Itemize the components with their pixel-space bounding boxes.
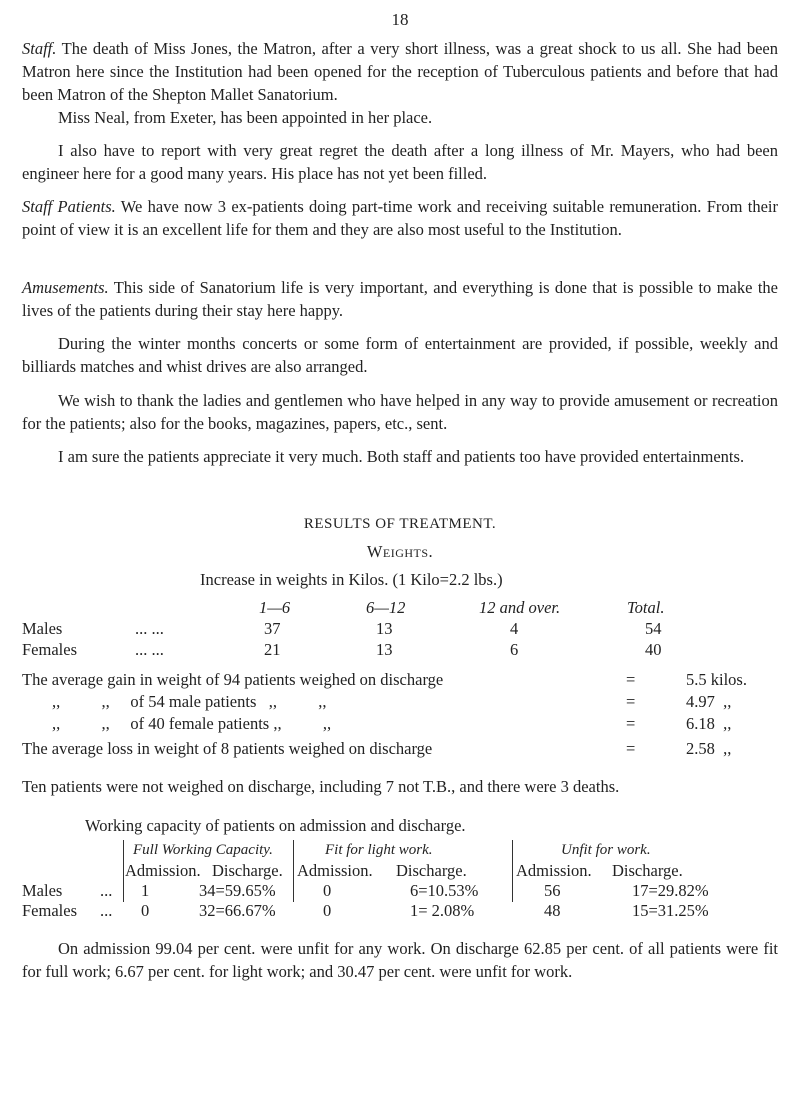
cell-males-total: 54 [645,619,662,638]
group-unfit: Unfit for work. [561,842,651,858]
average-line-4: The average loss in weight of 8 patients weighed on discharge [22,739,433,758]
wc-males-full-admission: 1 [141,881,150,900]
average-line-1: The average gain in weight of 94 patients weighed on discharge [22,670,444,689]
cell-females-1-6: 21 [264,640,281,659]
row-dots-males: ... ... [135,619,164,638]
wc-males-light-discharge: 6=10.53% [410,881,479,900]
divider-3 [512,840,513,902]
not-weighed-note: Ten patients were not weighed on discharge, including 7 not T.B., and there were 3 deaths. [22,777,620,796]
wc-males-light-admission: 0 [323,881,332,900]
wc-females-light-admission: 0 [323,901,332,920]
subhead-unfit-discharge: Discharge. [612,861,683,880]
cell-males-6-12: 13 [376,619,393,638]
amusements-paragraph-4: I am sure the patients appreciate it very much. Both staff and patients too have provided entertainments. [58,447,745,466]
average-value-1: 5.5 kilos. [686,670,747,689]
working-capacity-summary: On admission 99.04 per cent. were unfit for any work. On discharge 62.85 per cent. of all patients were fit for full work; 6.67 per cent. for light work; and 30.47 per cent. were unfit for work. [22,939,778,981]
subhead-full-discharge: Discharge. [212,861,283,880]
staff-patients-text: We have now 3 ex-patients doing part-time work and receiving suitable remuneration. From their point of view it is an excellent life for them and they are also most useful to the Institution. [22,197,778,239]
average-eq-2: = [626,692,636,711]
wc-females-full-admission: 0 [141,901,150,920]
cell-males-12-over: 4 [510,619,519,638]
amusements-paragraph-3: We wish to thank the ladies and gentlemen who have helped in any way to provide amusement or recreation for the patients; also for the books, magazines, papers, etc., sent. [22,391,778,433]
wc-females-full-discharge: 32=66.67% [199,901,276,920]
col-12-and-over: 12 and over. [479,598,561,617]
amusements-heading: Amusements. [22,278,109,297]
row-label-males: Males [22,619,63,638]
group-full-working: Full Working Capacity. [133,842,273,858]
staff-patients-paragraph [22,195,778,241]
average-value-2: 4.97 ,, [686,692,732,711]
divider-2 [293,840,294,902]
staff-paragraph-3: I also have to report with very great regret the death after a long illness of Mr. Mayers, who had been engineer here for a good many years. His place has not yet been filled. [22,141,778,183]
amusements-text-1: This side of Sanatorium life is very important, and everything is done that is possible to make the lives of the patients during their stay here happy. [22,278,778,320]
row-label-females: Females [22,640,77,659]
increase-caption: Increase in weights in Kilos. (1 Kilo=2.2 lbs.) [200,570,503,589]
wc-row-label-males: Males [22,881,63,900]
subhead-full-admission: Admission. [125,861,201,880]
working-capacity-title: Working capacity of patients on admission and discharge. [85,816,466,835]
subhead-light-admission: Admission. [297,861,373,880]
results-title: RESULTS OF TREATMENT. [303,516,497,532]
col-1-6: 1—6 [259,598,291,617]
average-eq-3: = [626,714,636,733]
staff-text-1: The death of Miss Jones, the Matron, after a very short illness, was a great shock to us all. She had been Matron here since the Institution had been opened for the reception of Tuberculous patients and before that had been Matron of the Shepton Mallet Sanatorium. [22,39,778,104]
amusements-paragraph-2: During the winter months concerts or some form of entertainment are provided, if possible, weekly and billiards matches and whist drives are also arranged. [22,334,778,376]
wc-males-unfit-discharge: 17=29.82% [632,881,709,900]
col-total: Total. [627,598,665,617]
average-eq-1: = [626,670,636,689]
amusements-paragraph-1 [22,276,778,322]
subhead-unfit-admission: Admission. [516,861,592,880]
wc-row-dots-females: ... [100,901,113,920]
average-eq-4: = [626,739,636,758]
staff-heading: Staff. [22,39,57,58]
wc-females-unfit-admission: 48 [544,901,561,920]
weights-subtitle: Weights. [366,542,434,561]
divider-1 [123,840,124,902]
average-value-3: 6.18 ,, [686,714,732,733]
page-number: 18 [391,10,409,29]
cell-males-1-6: 37 [264,619,281,638]
cell-females-12-over: 6 [510,640,519,659]
wc-females-light-discharge: 1= 2.08% [410,901,475,920]
average-line-3: ,, ,, of 40 female patients ,, ,, [52,714,332,733]
wc-row-label-females: Females [22,901,77,920]
staff-paragraph-2: Miss Neal, from Exeter, has been appointed in her place. [58,108,433,127]
average-line-2: ,, ,, of 54 male patients ,, ,, [52,692,327,711]
col-6-12: 6—12 [366,598,406,617]
subhead-light-discharge: Discharge. [396,861,467,880]
cell-females-total: 40 [645,640,662,659]
staff-patients-heading: Staff Patients. [22,197,116,216]
group-fit-light: Fit for light work. [325,842,433,858]
cell-females-6-12: 13 [376,640,393,659]
staff-paragraph-1 [22,37,778,106]
wc-males-unfit-admission: 56 [544,881,561,900]
wc-row-dots-males: ... [100,881,113,900]
average-value-4: 2.58 ,, [686,739,732,758]
row-dots-females: ... ... [135,640,164,659]
wc-males-full-discharge: 34=59.65% [199,881,276,900]
wc-females-unfit-discharge: 15=31.25% [632,901,709,920]
